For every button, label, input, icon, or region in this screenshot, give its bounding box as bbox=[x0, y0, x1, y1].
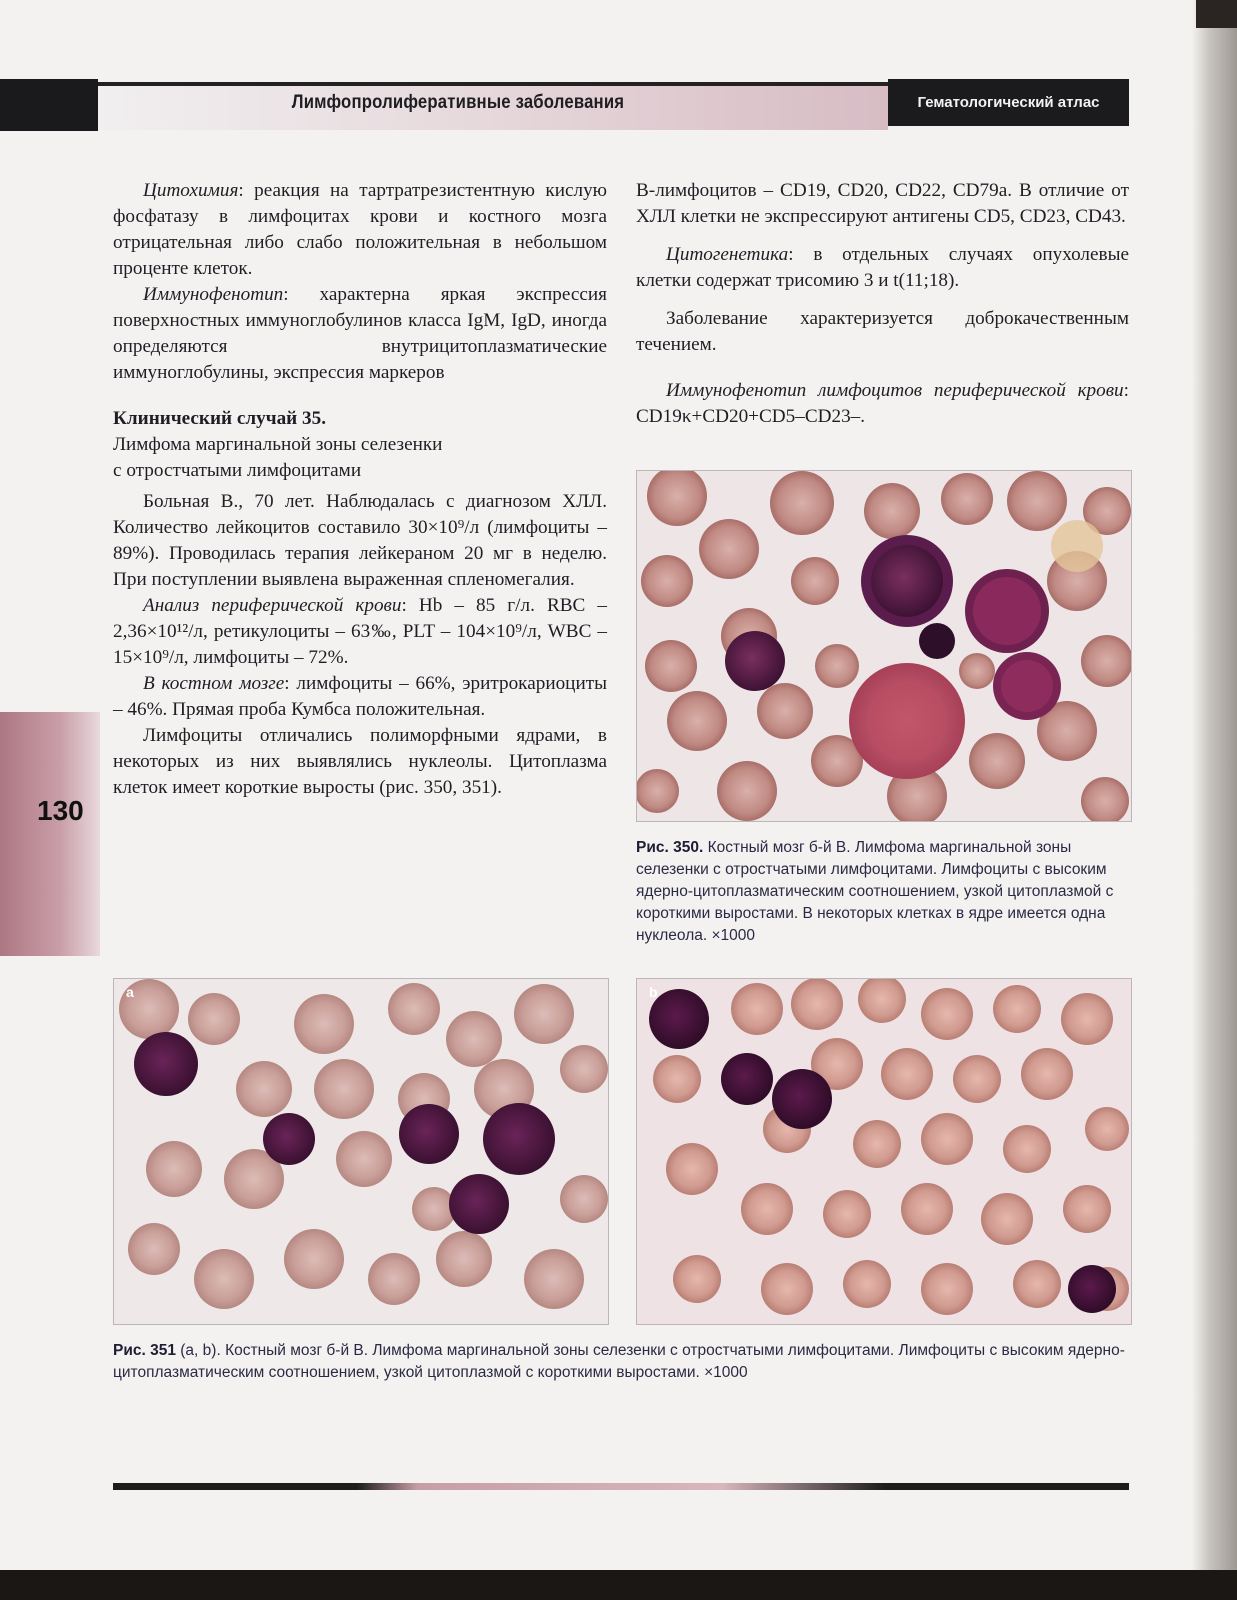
paragraph-cytochemistry: Цитохимия: реакция на тартратрезистентную кислую фосфатазу в лимфоцитах крови и костного мозга отрицательная либо слабо положительная в небольшом проценте клеток. bbox=[113, 180, 607, 279]
paragraph-bone-marrow: В костном мозге: лимфоциты – 66%, эритрокариоциты – 46%. Прямая проба Кумбса положительная. bbox=[113, 673, 607, 720]
figure-351b-micrograph bbox=[636, 978, 1132, 1325]
figure-351-caption: Рис. 351 (a, b). Костный мозг б-й В. Лимфома маргинальной зоны селезенки с отростчатыми лимфоцитами. Лимфоциты с высоким ядерно-цитоплазматическим соотношением, узкой цитоплазмой с короткими выростами. ×1000 bbox=[113, 1342, 1125, 1381]
case-subtitle-2: с отростчатыми лимфоцитами bbox=[113, 460, 362, 481]
footer-rule bbox=[113, 1483, 1129, 1490]
section-title: Лимфопролиферативные заболевания bbox=[291, 92, 625, 113]
paragraph-cytogenetics: Цитогенетика: в отдельных случаях опухолевые клетки содержат трисомию 3 и t(11;18). bbox=[636, 244, 1129, 291]
book-title: Гематологический атлас bbox=[888, 79, 1129, 126]
case-title: Клинический случай 35. bbox=[113, 408, 327, 429]
granular-cell bbox=[849, 663, 965, 779]
paragraph-blood-analysis: Анализ периферической крови: Hb – 85 г/л. RBC – 2,36×10¹²/л, ретикулоциты – 63‰, PLT – 104×10⁹/л, WBC – 15×10⁹/л, лимфоциты – 72%. bbox=[113, 595, 607, 668]
side-tab bbox=[0, 712, 100, 956]
figure-350-caption: Рис. 350. Костный мозг б-й В. Лимфома маргинальной зоны селезенки с отростчатыми лимфоцитами. Лимфоциты с высоким ядерно-цитоплазматическим соотношением, узкой цитоплазмой с короткими выростами. В некоторых клетках в ядре имеется одна нуклеола. ×1000 bbox=[636, 839, 1114, 944]
page-gutter-shadow bbox=[1192, 0, 1237, 1600]
gutter-corner bbox=[1196, 0, 1237, 28]
paragraph-patient: Больная В., 70 лет. Наблюдалась с диагнозом ХЛЛ. Количество лейкоцитов составило 30×10⁹/л (лимфоциты – 89%). Проводилась терапия лейкераном 20 мг в неделю. При поступлении выявлена выраженная спленомегалия. bbox=[113, 491, 607, 590]
paragraph-immunophenotype: Иммунофенотип: характерна яркая экспрессия поверхностных иммуноглобулинов класса IgM, IgD, иногда определяются внутрицитоплазматические иммуноглобулины, экспрессия маркеров bbox=[113, 284, 607, 383]
left-column bbox=[113, 178, 607, 801]
right-column bbox=[636, 178, 1129, 430]
pale-cell bbox=[1051, 520, 1103, 572]
figure-351b-label: b bbox=[649, 984, 658, 1000]
case-subtitle: Лимфома маргинальной зоны селезенки bbox=[113, 434, 443, 455]
scan-bottom-edge bbox=[0, 1570, 1237, 1600]
figure-351a-label: a bbox=[126, 984, 134, 1000]
paragraph-course: Заболевание характеризуется доброкачественным течением. bbox=[636, 308, 1129, 355]
figure-350-micrograph bbox=[636, 470, 1132, 822]
paragraph-markers: В-лимфоцитов – CD19, CD20, CD22, CD79a. В отличие от ХЛЛ клетки не экспрессируют антигены CD5, CD23, CD43. bbox=[636, 180, 1129, 227]
figure-351a-micrograph bbox=[113, 978, 609, 1325]
page-number: 130 bbox=[37, 795, 84, 826]
header-left-bar bbox=[0, 79, 98, 131]
paragraph-peripheral-immunophenotype: Иммунофенотип лимфоцитов периферической крови: CD19κ+CD20+CD5–CD23–. bbox=[636, 380, 1129, 427]
paragraph-lymphocytes: Лимфоциты отличались полиморфными ядрами, в некоторых из них выявлялись нуклеолы. Цитоплазма клеток имеет короткие выросты (рис. 350, 351). bbox=[113, 725, 607, 798]
